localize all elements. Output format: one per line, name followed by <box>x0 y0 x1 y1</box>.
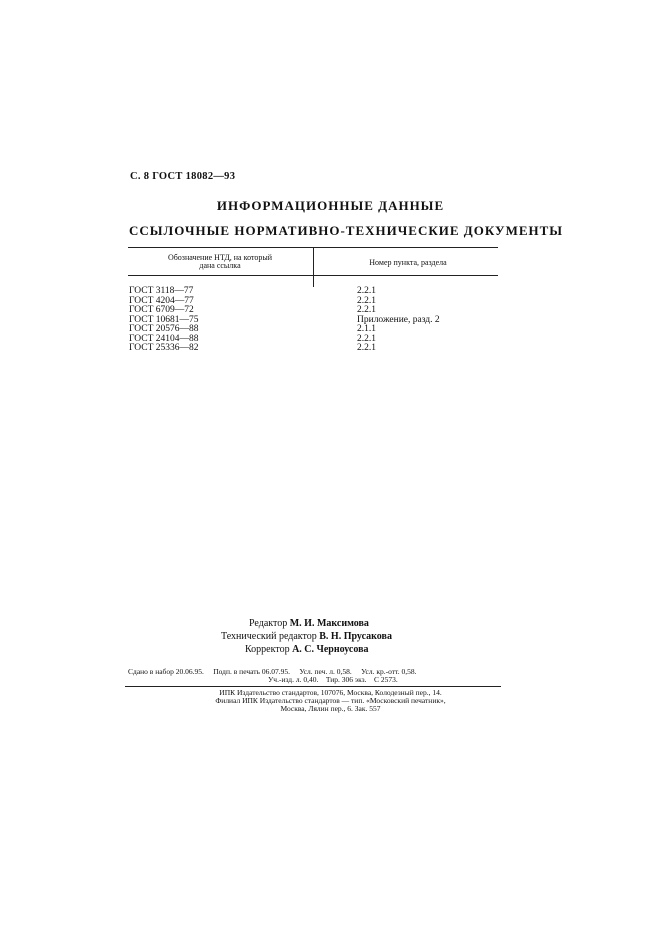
tech-editor-name: В. Н. Прусакова <box>319 631 392 642</box>
table-cell-ref: 2.1.1 <box>357 324 376 334</box>
imprint-line-1: Сдано в набор 20.06.95. Подп. в печать 06.07.95. Усл. печ. л. 0,58. Усл. кр.-отт. 0,58. <box>128 667 417 676</box>
table-cell-doc: ГОСТ 20576—88 <box>129 324 199 334</box>
corrector-label: Корректор <box>245 644 290 655</box>
imprint-line-2: Уч.-изд. л. 0,40. Тир. 306 экз. С 2573. <box>268 675 398 684</box>
table-cell-ref: 2.2.1 <box>357 343 376 353</box>
tech-editor-label: Технический редактор <box>221 631 317 642</box>
section-title: ССЫЛОЧНЫЕ НОРМАТИВНО-ТЕХНИЧЕСКИЕ ДОКУМЕНТЫ <box>129 223 564 238</box>
editor-label: Редактор <box>249 618 288 629</box>
page-header: С. 8 ГОСТ 18082—93 <box>130 171 236 182</box>
editor-line <box>249 617 369 630</box>
col-header-ref: Номер пункта, раздела <box>369 258 447 267</box>
table-cell-doc: ГОСТ 10681—75 <box>129 314 199 325</box>
table-cell-ref: 2.2.1 <box>357 305 376 315</box>
table-column-divider <box>313 248 314 275</box>
table-cell-doc: ГОСТ 25336—82 <box>129 343 199 353</box>
imprint-rule <box>125 686 501 687</box>
page-title: ИНФОРМАЦИОННЫЕ ДАННЫЕ <box>216 198 445 213</box>
table-cell-ref: 2.2.1 <box>357 286 376 296</box>
corrector-name: А. С. Черноусова <box>292 644 369 655</box>
publisher-line-2: Филиал ИПК Издательство стандартов — тип. «Московский печатник», <box>215 696 446 705</box>
col-header-doc <box>135 254 305 270</box>
table-cell-ref: Приложение, разд. 2 <box>357 314 440 325</box>
table-ref-column <box>357 287 440 354</box>
tech-editor-line <box>221 630 392 643</box>
table-doc-column <box>129 287 199 354</box>
table-cell-doc: ГОСТ 24104—88 <box>129 333 199 344</box>
table-cell-ref: 2.2.1 <box>357 295 376 306</box>
table-cell-doc: ГОСТ 6709—72 <box>129 305 194 315</box>
editor-name: М. И. Максимова <box>289 618 369 629</box>
publisher-line-1: ИПК Издательство стандартов, 107076, Москва, Колодезный пер., 14. <box>219 688 442 697</box>
table-cell-doc: ГОСТ 4204—77 <box>129 295 194 306</box>
table-column-divider-lower <box>313 275 314 287</box>
col-header-doc-line2: дана ссылка <box>199 261 241 270</box>
publisher-line-3: Москва, Лялин пер., 6. Зак. 557 <box>280 704 381 713</box>
corrector-line <box>245 643 369 656</box>
table-cell-ref: 2.2.1 <box>357 333 376 344</box>
col-header-doc-line1: Обозначение НТД, на который <box>167 253 273 262</box>
table-cell-doc: ГОСТ 3118—77 <box>129 286 194 296</box>
